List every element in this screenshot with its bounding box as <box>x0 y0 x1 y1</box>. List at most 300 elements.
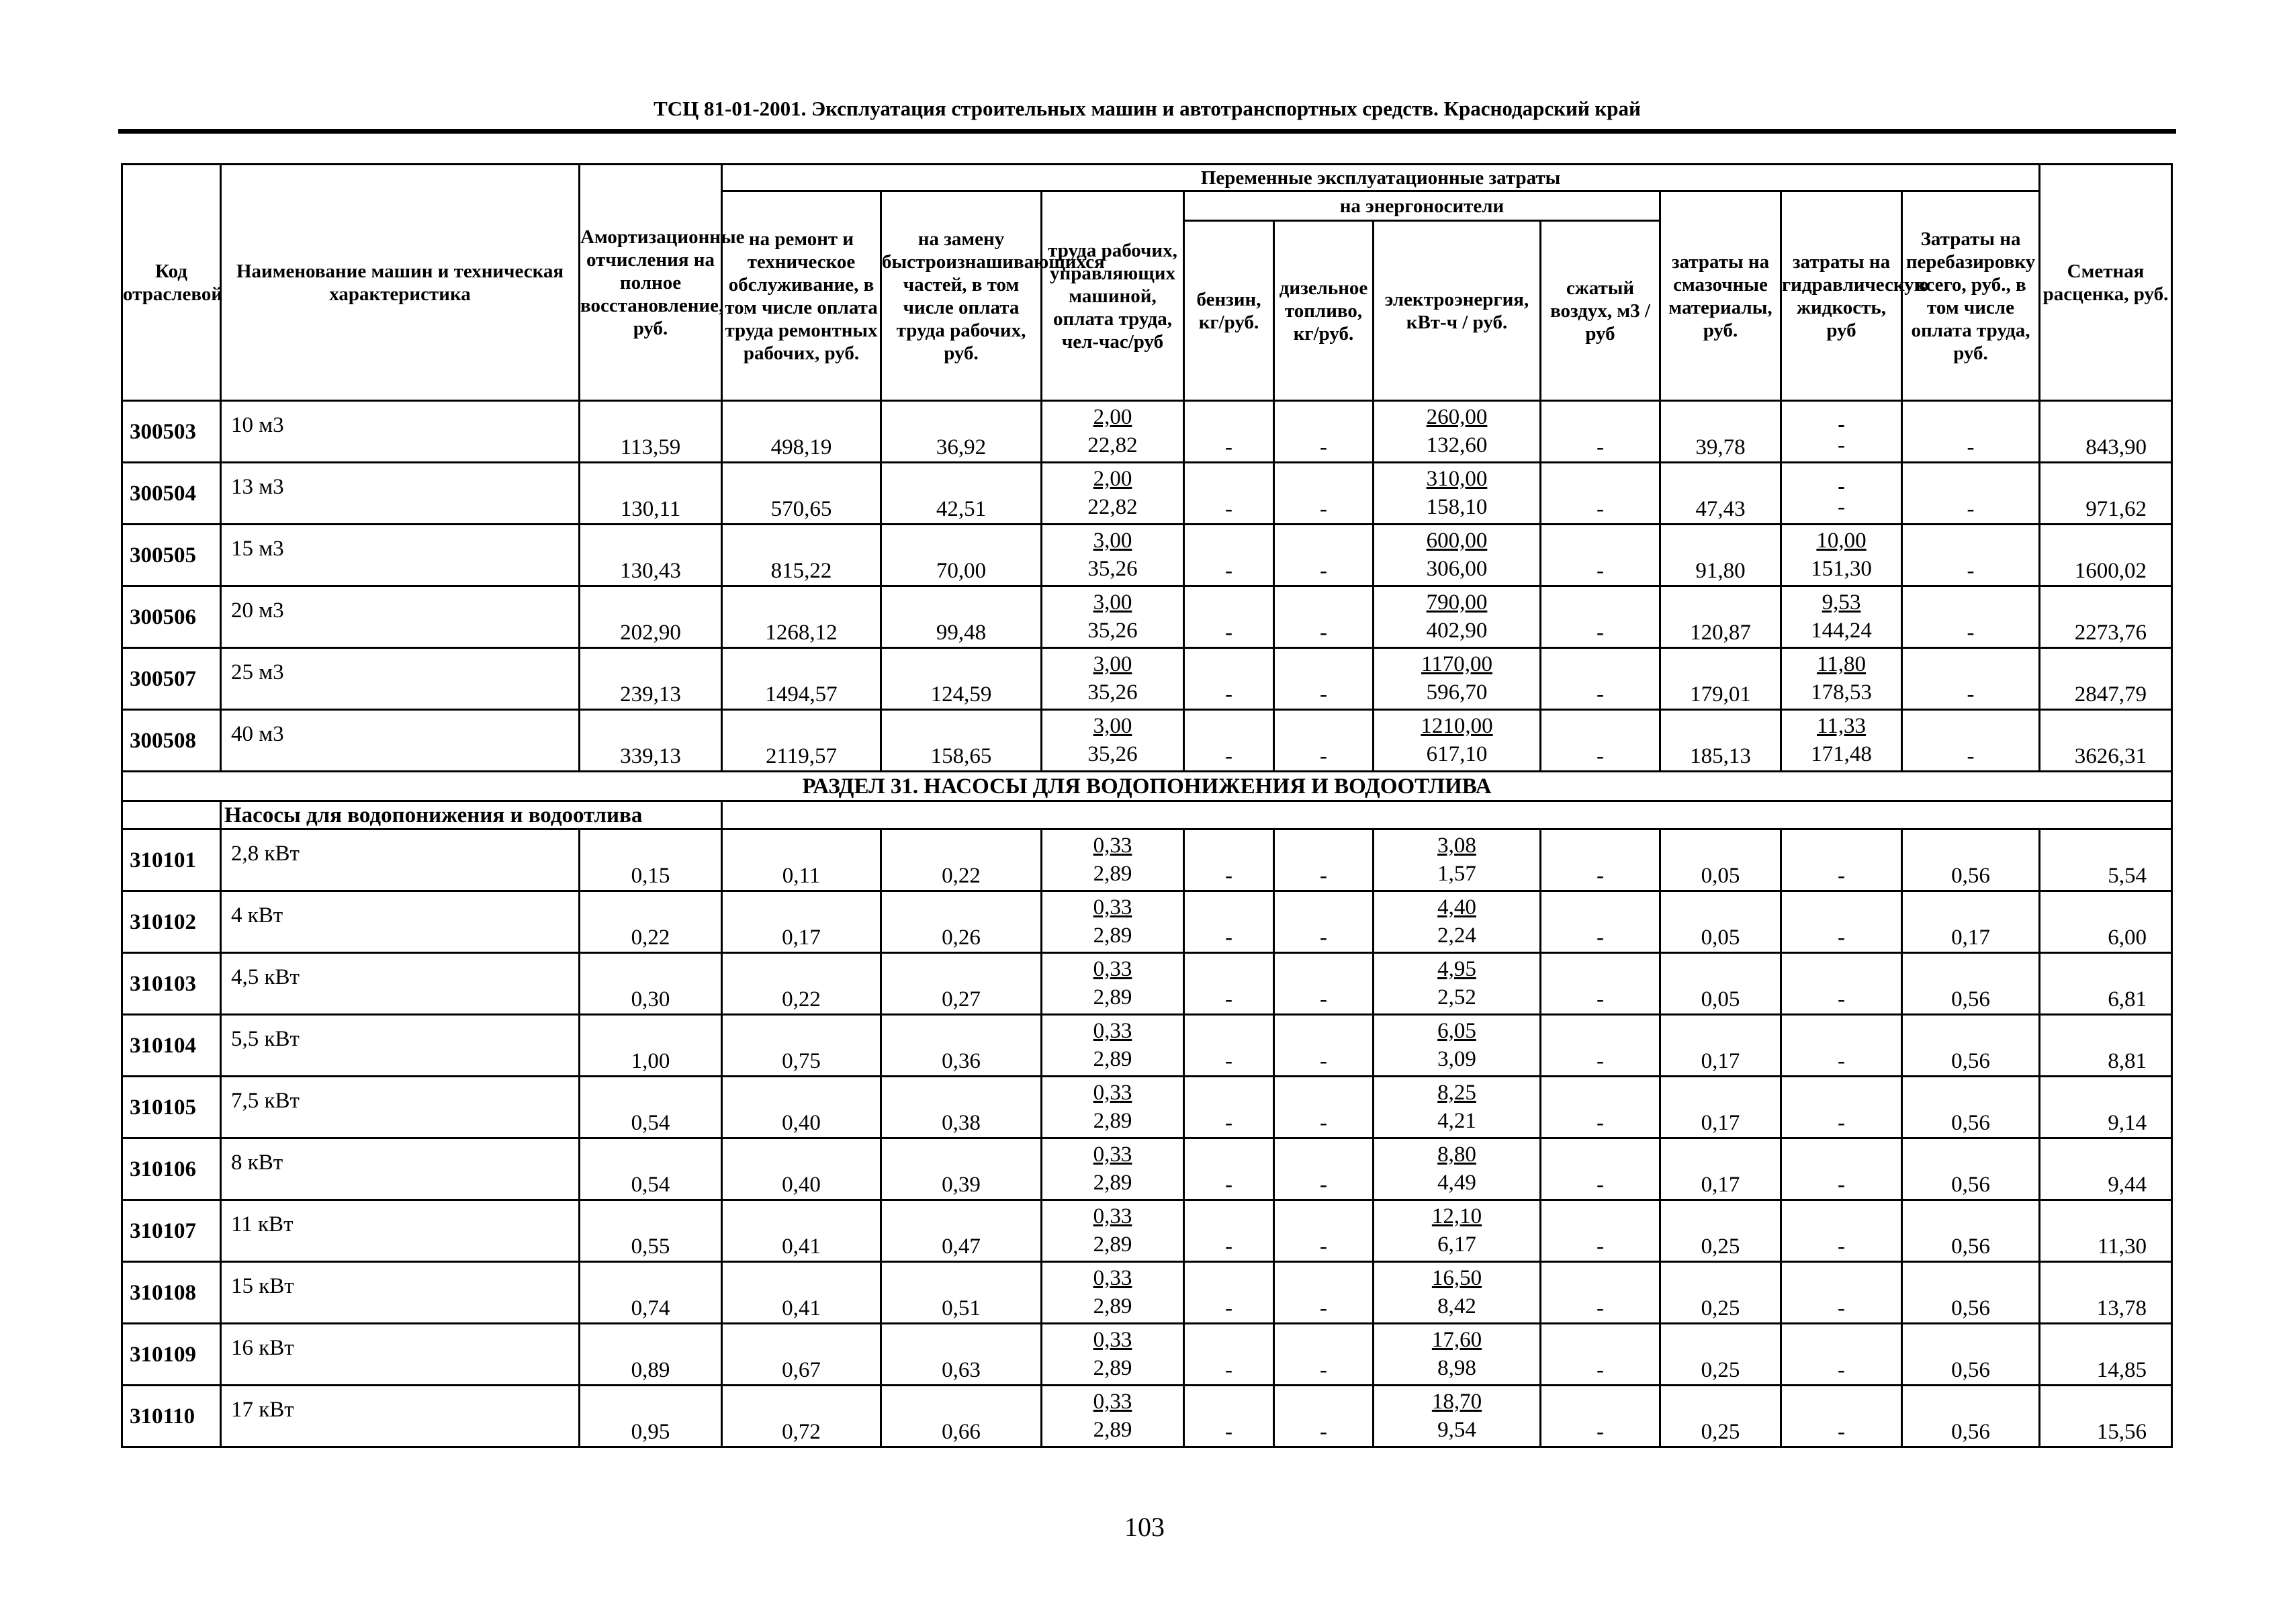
row-name: 13 м3 <box>221 463 580 525</box>
row-diesel: - <box>1274 1262 1374 1324</box>
row-hydraulic: - <box>1781 891 1902 953</box>
row-electricity-top: 12,10 <box>1431 1204 1482 1228</box>
row-name: 40 м3 <box>221 710 580 772</box>
row-lubricants: 91,80 <box>1660 525 1781 586</box>
row-hydraulic: - <box>1781 1200 1902 1262</box>
row-code: 310109 <box>122 1324 221 1386</box>
row-diesel: - <box>1274 1015 1374 1077</box>
row-electricity <box>1374 648 1541 710</box>
header-electricity: электроэнергия, кВт-ч / руб. <box>1374 221 1541 401</box>
row-hydraulic: - <box>1781 1386 1902 1447</box>
row-transport: - <box>1902 401 2040 463</box>
row-transport: - <box>1902 525 2040 586</box>
row-electricity-bottom: 4,49 <box>1437 1171 1476 1195</box>
row-compressed-air: - <box>1541 401 1660 463</box>
row-repair: 0,72 <box>722 1386 881 1447</box>
row-labor <box>1042 1262 1184 1324</box>
row-amortization: 202,90 <box>580 586 722 648</box>
row-lubricants: 0,25 <box>1660 1386 1781 1447</box>
row-transport: 0,56 <box>1902 1386 2040 1447</box>
row-name: 10 м3 <box>221 401 580 463</box>
row-electricity-top: 8,25 <box>1437 1081 1476 1105</box>
row-petrol: - <box>1184 953 1274 1015</box>
row-labor <box>1042 1077 1184 1138</box>
row-electricity <box>1374 1324 1541 1386</box>
row-repair: 0,75 <box>722 1015 881 1077</box>
row-repair: 0,67 <box>722 1324 881 1386</box>
row-hydraulic: - <box>1781 1262 1902 1324</box>
row-labor-bottom: 2,89 <box>1093 923 1132 948</box>
row-code: 310110 <box>122 1386 221 1447</box>
row-name: 17 кВт <box>221 1386 580 1447</box>
row-parts: 42,51 <box>881 463 1042 525</box>
row-hydraulic <box>1781 401 1902 463</box>
row-hydraulic-bottom: - <box>1838 495 1845 519</box>
row-electricity-top: 1210,00 <box>1421 714 1493 738</box>
row-labor <box>1042 953 1184 1015</box>
header-labor: труда рабочих, управляющих машиной, оплата труда, чел-час/руб <box>1042 191 1184 401</box>
row-code: 310104 <box>122 1015 221 1077</box>
row-compressed-air: - <box>1541 829 1660 891</box>
row-labor <box>1042 463 1184 525</box>
row-petrol: - <box>1184 891 1274 953</box>
row-total: 2273,76 <box>2040 586 2172 648</box>
row-labor <box>1042 1324 1184 1386</box>
row-name: 11 кВт <box>221 1200 580 1262</box>
table-row <box>122 1324 2172 1386</box>
row-total: 14,85 <box>2040 1324 2172 1386</box>
row-electricity <box>1374 1138 1541 1200</box>
row-transport: 0,56 <box>1902 953 2040 1015</box>
row-electricity-top: 600,00 <box>1426 529 1488 553</box>
row-diesel: - <box>1274 1138 1374 1200</box>
row-parts: 0,38 <box>881 1077 1042 1138</box>
row-name: 16 кВт <box>221 1324 580 1386</box>
row-hydraulic-top: 11,80 <box>1816 652 1867 676</box>
row-name: 4,5 кВт <box>221 953 580 1015</box>
table-row <box>122 1262 2172 1324</box>
row-code: 300508 <box>122 710 221 772</box>
row-electricity-bottom: 306,00 <box>1426 557 1488 581</box>
row-lubricants: 0,05 <box>1660 891 1781 953</box>
row-lubricants: 120,87 <box>1660 586 1781 648</box>
row-labor-top: 0,33 <box>1093 895 1132 919</box>
row-electricity-top: 1170,00 <box>1421 652 1493 676</box>
row-name: 15 м3 <box>221 525 580 586</box>
row-amortization: 0,54 <box>580 1138 722 1200</box>
row-amortization: 1,00 <box>580 1015 722 1077</box>
row-parts: 99,48 <box>881 586 1042 648</box>
row-total: 6,81 <box>2040 953 2172 1015</box>
row-repair: 2119,57 <box>722 710 881 772</box>
row-labor-top: 3,00 <box>1093 652 1132 676</box>
row-labor <box>1042 1200 1184 1262</box>
row-hydraulic <box>1781 525 1902 586</box>
page-number: 103 <box>1124 1512 1165 1542</box>
row-electricity-top: 4,40 <box>1437 895 1476 919</box>
row-total: 5,54 <box>2040 829 2172 891</box>
header-lubricants: затраты на смазочные материалы, руб. <box>1660 191 1781 401</box>
row-electricity-bottom: 6,17 <box>1437 1232 1476 1257</box>
row-lubricants: 185,13 <box>1660 710 1781 772</box>
table-row <box>122 401 2172 463</box>
row-total: 1600,02 <box>2040 525 2172 586</box>
row-total: 9,44 <box>2040 1138 2172 1200</box>
row-electricity-top: 4,95 <box>1437 957 1476 981</box>
row-amortization: 0,54 <box>580 1077 722 1138</box>
row-labor-top: 0,33 <box>1093 1328 1132 1352</box>
row-code: 300503 <box>122 401 221 463</box>
table-row <box>122 586 2172 648</box>
row-parts: 70,00 <box>881 525 1042 586</box>
header-transport: Затраты на перебазировку всего, руб., в том числе оплата труда, руб. <box>1902 191 2040 401</box>
row-labor-top: 3,00 <box>1093 590 1132 615</box>
row-transport: 0,56 <box>1902 1077 2040 1138</box>
row-transport: 0,56 <box>1902 1015 2040 1077</box>
row-electricity <box>1374 829 1541 891</box>
row-amortization: 0,55 <box>580 1200 722 1262</box>
row-hydraulic-top: 9,53 <box>1822 590 1861 615</box>
row-compressed-air: - <box>1541 586 1660 648</box>
row-labor-top: 0,33 <box>1093 1204 1132 1228</box>
header-total: Сметная расценка, руб. <box>2040 165 2172 401</box>
row-labor <box>1042 1386 1184 1447</box>
header-petrol: бензин, кг/руб. <box>1184 221 1274 401</box>
row-code: 300506 <box>122 586 221 648</box>
row-repair: 815,22 <box>722 525 881 586</box>
row-labor-bottom: 2,89 <box>1093 985 1132 1009</box>
row-compressed-air: - <box>1541 1200 1660 1262</box>
header-hydraulic: затраты на гидравлическую жидкость, руб <box>1781 191 1902 401</box>
table-row <box>122 525 2172 586</box>
header-name: Наименование машин и техническая характеристика <box>221 165 580 401</box>
row-compressed-air: - <box>1541 1138 1660 1200</box>
row-diesel: - <box>1274 1324 1374 1386</box>
row-amortization: 130,43 <box>580 525 722 586</box>
row-electricity-top: 260,00 <box>1426 405 1488 429</box>
row-labor-top: 0,33 <box>1093 1142 1132 1167</box>
row-hydraulic: - <box>1781 1138 1902 1200</box>
row-electricity-bottom: 1,57 <box>1437 862 1476 886</box>
row-total: 843,90 <box>2040 401 2172 463</box>
header-amortization: Амортизационные отчисления на полное восстановление, руб. <box>580 165 722 401</box>
row-code: 310108 <box>122 1262 221 1324</box>
row-hydraulic: - <box>1781 829 1902 891</box>
row-labor-bottom: 2,89 <box>1093 1171 1132 1195</box>
row-labor <box>1042 710 1184 772</box>
row-electricity-bottom: 8,42 <box>1437 1294 1476 1318</box>
row-code: 310102 <box>122 891 221 953</box>
row-repair: 0,17 <box>722 891 881 953</box>
row-diesel: - <box>1274 1200 1374 1262</box>
row-hydraulic <box>1781 710 1902 772</box>
row-parts: 0,47 <box>881 1200 1042 1262</box>
row-total: 15,56 <box>2040 1386 2172 1447</box>
row-hydraulic <box>1781 586 1902 648</box>
row-electricity <box>1374 463 1541 525</box>
row-labor-top: 3,00 <box>1093 714 1132 738</box>
row-transport: - <box>1902 648 2040 710</box>
row-diesel: - <box>1274 710 1374 772</box>
row-labor-bottom: 35,26 <box>1087 680 1138 705</box>
row-total: 6,00 <box>2040 891 2172 953</box>
row-petrol: - <box>1184 525 1274 586</box>
row-lubricants: 0,05 <box>1660 953 1781 1015</box>
subsection-title: Насосы для водопонижения и водоотлива <box>221 801 722 829</box>
row-electricity-top: 790,00 <box>1426 590 1488 615</box>
row-parts: 0,51 <box>881 1262 1042 1324</box>
document-header-title: ТСЦ 81-01-2001. Эксплуатация строительных машин и автотранспортных средств. Краснодарский край <box>654 97 1641 120</box>
row-compressed-air: - <box>1541 1324 1660 1386</box>
row-petrol: - <box>1184 1200 1274 1262</box>
row-hydraulic-bottom: 178,53 <box>1811 680 1872 705</box>
row-lubricants: 0,17 <box>1660 1138 1781 1200</box>
row-labor-bottom: 2,89 <box>1093 1047 1132 1071</box>
row-repair: 0,41 <box>722 1200 881 1262</box>
header-diesel: дизельное топливо, кг/руб. <box>1274 221 1374 401</box>
row-labor <box>1042 891 1184 953</box>
row-labor-bottom: 35,26 <box>1087 557 1138 581</box>
row-electricity-top: 17,60 <box>1431 1328 1482 1352</box>
table-row <box>122 953 2172 1015</box>
row-electricity <box>1374 1077 1541 1138</box>
section-row <box>122 772 2172 801</box>
row-repair: 0,22 <box>722 953 881 1015</box>
header-code: Код отраслевой <box>122 165 221 401</box>
row-petrol: - <box>1184 648 1274 710</box>
row-petrol: - <box>1184 1386 1274 1447</box>
row-labor-bottom: 2,89 <box>1093 862 1132 886</box>
row-labor-bottom: 2,89 <box>1093 1232 1132 1257</box>
row-code: 300505 <box>122 525 221 586</box>
row-parts: 0,66 <box>881 1386 1042 1447</box>
subsection-code-cell <box>122 801 221 829</box>
table-row <box>122 891 2172 953</box>
row-compressed-air: - <box>1541 1077 1660 1138</box>
row-name: 7,5 кВт <box>221 1077 580 1138</box>
row-diesel: - <box>1274 891 1374 953</box>
row-electricity-bottom: 132,60 <box>1426 433 1488 457</box>
row-hydraulic-bottom: 151,30 <box>1811 557 1872 581</box>
row-amortization: 239,13 <box>580 648 722 710</box>
row-labor-bottom: 2,89 <box>1093 1418 1132 1442</box>
row-repair: 1268,12 <box>722 586 881 648</box>
row-transport: 0,17 <box>1902 891 2040 953</box>
row-labor-top: 0,33 <box>1093 1266 1132 1290</box>
row-transport: 0,56 <box>1902 1138 2040 1200</box>
header-rule <box>118 129 2176 134</box>
row-labor-top: 2,00 <box>1093 405 1132 429</box>
row-code: 310103 <box>122 953 221 1015</box>
row-labor-bottom: 2,89 <box>1093 1294 1132 1318</box>
row-petrol: - <box>1184 1138 1274 1200</box>
row-diesel: - <box>1274 401 1374 463</box>
row-hydraulic-bottom: - <box>1838 433 1845 457</box>
row-parts: 0,26 <box>881 891 1042 953</box>
row-electricity-top: 8,80 <box>1437 1142 1476 1167</box>
row-electricity <box>1374 401 1541 463</box>
row-labor-top: 0,33 <box>1093 1081 1132 1105</box>
row-labor-top: 0,33 <box>1093 957 1132 981</box>
row-transport: - <box>1902 586 2040 648</box>
row-diesel: - <box>1274 586 1374 648</box>
row-repair: 1494,57 <box>722 648 881 710</box>
row-labor-bottom: 22,82 <box>1087 495 1138 519</box>
row-name: 4 кВт <box>221 891 580 953</box>
header-repair: на ремонт и техническое обслуживание, в том числе оплата труда ремонтных рабочих, руб. <box>722 191 881 401</box>
row-electricity <box>1374 710 1541 772</box>
row-labor-bottom: 2,89 <box>1093 1109 1132 1133</box>
row-diesel: - <box>1274 648 1374 710</box>
row-electricity-top: 18,70 <box>1431 1390 1482 1414</box>
row-amortization: 130,11 <box>580 463 722 525</box>
row-parts: 0,22 <box>881 829 1042 891</box>
row-code: 310101 <box>122 829 221 891</box>
row-parts: 36,92 <box>881 401 1042 463</box>
row-electricity-bottom: 402,90 <box>1426 619 1488 643</box>
header-parts: на замену быстроизнашивающихся частей, в том числе оплата труда рабочих, руб. <box>881 191 1042 401</box>
row-electricity-top: 310,00 <box>1426 467 1488 491</box>
row-labor <box>1042 401 1184 463</box>
row-total: 9,14 <box>2040 1077 2172 1138</box>
header-compressed-air: сжатый воздух, м3 / руб <box>1541 221 1660 401</box>
row-compressed-air: - <box>1541 891 1660 953</box>
row-repair: 498,19 <box>722 401 881 463</box>
row-petrol: - <box>1184 586 1274 648</box>
row-electricity-bottom: 8,98 <box>1437 1356 1476 1380</box>
row-parts: 0,36 <box>881 1015 1042 1077</box>
row-amortization: 0,30 <box>580 953 722 1015</box>
row-petrol: - <box>1184 1015 1274 1077</box>
row-diesel: - <box>1274 829 1374 891</box>
row-electricity-top: 6,05 <box>1437 1019 1476 1043</box>
row-labor <box>1042 1138 1184 1200</box>
row-transport: 0,56 <box>1902 1200 2040 1262</box>
table-row <box>122 710 2172 772</box>
row-lubricants: 0,17 <box>1660 1077 1781 1138</box>
row-compressed-air: - <box>1541 463 1660 525</box>
row-hydraulic-top: 10,00 <box>1816 529 1867 553</box>
row-total: 8,81 <box>2040 1015 2172 1077</box>
row-lubricants: 0,25 <box>1660 1324 1781 1386</box>
row-electricity-bottom: 9,54 <box>1437 1418 1476 1442</box>
row-electricity-bottom: 158,10 <box>1426 495 1488 519</box>
row-repair: 570,65 <box>722 463 881 525</box>
row-total: 971,62 <box>2040 463 2172 525</box>
table-row <box>122 1077 2172 1138</box>
row-lubricants: 47,43 <box>1660 463 1781 525</box>
row-repair: 0,41 <box>722 1262 881 1324</box>
row-diesel: - <box>1274 525 1374 586</box>
table-row <box>122 463 2172 525</box>
row-parts: 0,39 <box>881 1138 1042 1200</box>
row-amortization: 0,22 <box>580 891 722 953</box>
row-compressed-air: - <box>1541 710 1660 772</box>
row-hydraulic-bottom: 171,48 <box>1811 742 1872 766</box>
row-lubricants: 39,78 <box>1660 401 1781 463</box>
row-labor <box>1042 829 1184 891</box>
row-electricity <box>1374 953 1541 1015</box>
row-hydraulic <box>1781 463 1902 525</box>
row-amortization: 0,15 <box>580 829 722 891</box>
row-compressed-air: - <box>1541 1386 1660 1447</box>
row-electricity-top: 3,08 <box>1437 833 1476 858</box>
row-code: 310105 <box>122 1077 221 1138</box>
row-hydraulic-top <box>1782 403 1901 431</box>
row-electricity-top: 16,50 <box>1431 1266 1482 1290</box>
row-code: 310107 <box>122 1200 221 1262</box>
row-petrol: - <box>1184 710 1274 772</box>
table-row <box>122 1138 2172 1200</box>
row-electricity <box>1374 525 1541 586</box>
row-lubricants: 0,17 <box>1660 1015 1781 1077</box>
row-labor-bottom: 35,26 <box>1087 619 1138 643</box>
row-petrol: - <box>1184 1077 1274 1138</box>
row-amortization: 0,89 <box>580 1324 722 1386</box>
row-hydraulic: - <box>1781 953 1902 1015</box>
row-labor <box>1042 525 1184 586</box>
row-total: 2847,79 <box>2040 648 2172 710</box>
row-name: 2,8 кВт <box>221 829 580 891</box>
row-petrol: - <box>1184 829 1274 891</box>
row-labor-top: 3,00 <box>1093 529 1132 553</box>
table-row <box>122 829 2172 891</box>
row-diesel: - <box>1274 1386 1374 1447</box>
row-labor <box>1042 648 1184 710</box>
row-electricity <box>1374 1386 1541 1447</box>
row-amortization: 113,59 <box>580 401 722 463</box>
row-total: 3626,31 <box>2040 710 2172 772</box>
row-transport: - <box>1902 463 2040 525</box>
row-labor-bottom: 22,82 <box>1087 433 1138 457</box>
row-labor <box>1042 586 1184 648</box>
table-row <box>122 1200 2172 1262</box>
price-table <box>121 163 2173 1448</box>
row-compressed-air: - <box>1541 525 1660 586</box>
row-hydraulic-bottom: 144,24 <box>1811 619 1872 643</box>
row-repair: 0,40 <box>722 1077 881 1138</box>
header-energy: на энергоносители <box>1184 191 1660 221</box>
row-petrol: - <box>1184 401 1274 463</box>
row-lubricants: 179,01 <box>1660 648 1781 710</box>
row-code: 310106 <box>122 1138 221 1200</box>
row-parts: 124,59 <box>881 648 1042 710</box>
header-variable-costs: Переменные эксплуатационные затраты <box>722 165 2040 191</box>
subsection-row <box>122 801 2172 829</box>
row-hydraulic: - <box>1781 1015 1902 1077</box>
row-transport: 0,56 <box>1902 829 2040 891</box>
row-labor <box>1042 1015 1184 1077</box>
row-petrol: - <box>1184 463 1274 525</box>
row-labor-top: 0,33 <box>1093 833 1132 858</box>
row-compressed-air: - <box>1541 953 1660 1015</box>
row-compressed-air: - <box>1541 1015 1660 1077</box>
row-parts: 0,63 <box>881 1324 1042 1386</box>
row-total: 13,78 <box>2040 1262 2172 1324</box>
row-amortization: 0,74 <box>580 1262 722 1324</box>
section-title: РАЗДЕЛ 31. НАСОСЫ ДЛЯ ВОДОПОНИЖЕНИЯ И ВОДООТЛИВА <box>122 772 2172 801</box>
row-name: 8 кВт <box>221 1138 580 1200</box>
row-repair: 0,11 <box>722 829 881 891</box>
row-electricity <box>1374 891 1541 953</box>
row-name: 25 м3 <box>221 648 580 710</box>
row-labor-top: 0,33 <box>1093 1390 1132 1414</box>
row-electricity-bottom: 2,24 <box>1437 923 1476 948</box>
row-compressed-air: - <box>1541 1262 1660 1324</box>
row-electricity <box>1374 1200 1541 1262</box>
row-electricity <box>1374 586 1541 648</box>
row-hydraulic <box>1781 648 1902 710</box>
